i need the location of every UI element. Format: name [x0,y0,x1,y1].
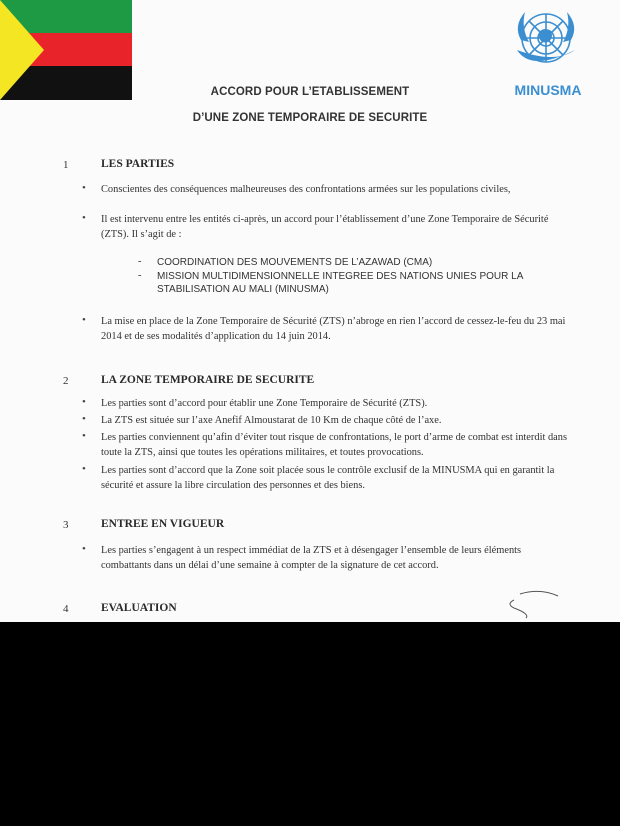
section-heading-zone: LA ZONE TEMPORAIRE DE SECURITE [101,374,315,386]
party-cma: COORDINATION DES MOUVEMENTS DE L’AZAWAD (CMA) [157,257,433,268]
list-item: Les parties s’engagent à un respect immédiat de la ZTS et à désengager l’ensemble de leurs éléments combattants dans un délai d’une semaine à compter de la signature de cet accord. [101,545,522,571]
bullet-icon: • [82,430,86,442]
list-item: La ZTS est située sur l’axe Anefif Almoustarat de 10 Km de chaque côté de l’axe. [101,415,442,426]
section-number: 3 [63,519,69,531]
dash-marker: - [138,256,142,267]
section-number: 1 [63,159,69,171]
black-bottom-area [0,622,620,826]
section-number: 4 [63,603,69,615]
list-item: Il est intervenu entre les entités ci-après, un accord pour l’établissement d’une Zone Temporaire de Sécurité (ZTS). Il s’agit de : [101,214,549,240]
bullet-icon: • [82,396,86,408]
bullet-icon: • [82,314,86,326]
bullet-icon: • [82,212,86,224]
list-item: Les parties sont d’accord que la Zone soit placée sous le contrôle exclusif de la MINUSMA qui en garantit la sécurité et assure la libre circulation des personnes et des biens. [101,465,555,491]
section-number: 2 [63,375,69,387]
minusma-label: MINUSMA [514,82,582,98]
party-minusma: MISSION MULTIDIMENSIONNELLE INTEGREE DES NATIONS UNIES POUR LA STABILISATION AU MALI (MINUSMA) [157,271,523,295]
dash-marker: - [138,270,142,281]
list-item: La mise en place de la Zone Temporaire de Sécurité (ZTS) n’abroge en rien l’accord de cessez-le-feu du 23 mai 2014 et de ses modalités d’application du 14 juin 2014. [101,316,566,342]
list-item: Les parties conviennent qu’afin d’éviter tout risque de confrontations, le port d’arme de combat est interdit dans toute la ZTS, ainsi que toutes les opérations militaires, et toutes provocations. [101,432,567,458]
list-item: Conscientes des conséquences malheureuses des confrontations armées sur les populations civiles, [101,184,511,195]
section-heading-parties: LES PARTIES [101,158,175,170]
handwritten-signature [500,590,570,620]
bullet-icon: • [82,543,86,555]
bullet-icon: • [82,182,86,194]
document-title-line1: ACCORD POUR L’ETABLISSEMENT [210,86,410,98]
list-item: Les parties sont d’accord pour établir une Zone Temporaire de Sécurité (ZTS). [101,398,428,409]
document-title-line2: D’UNE ZONE TEMPORAIRE DE SECURITE [192,112,428,124]
un-emblem-logo [503,4,589,80]
bullet-icon: • [82,463,86,475]
section-heading-entry: ENTREE EN VIGUEUR [101,518,225,530]
azawad-flag-logo [0,0,132,100]
section-heading-evaluation: EVALUATION [101,602,177,614]
bullet-icon: • [82,413,86,425]
